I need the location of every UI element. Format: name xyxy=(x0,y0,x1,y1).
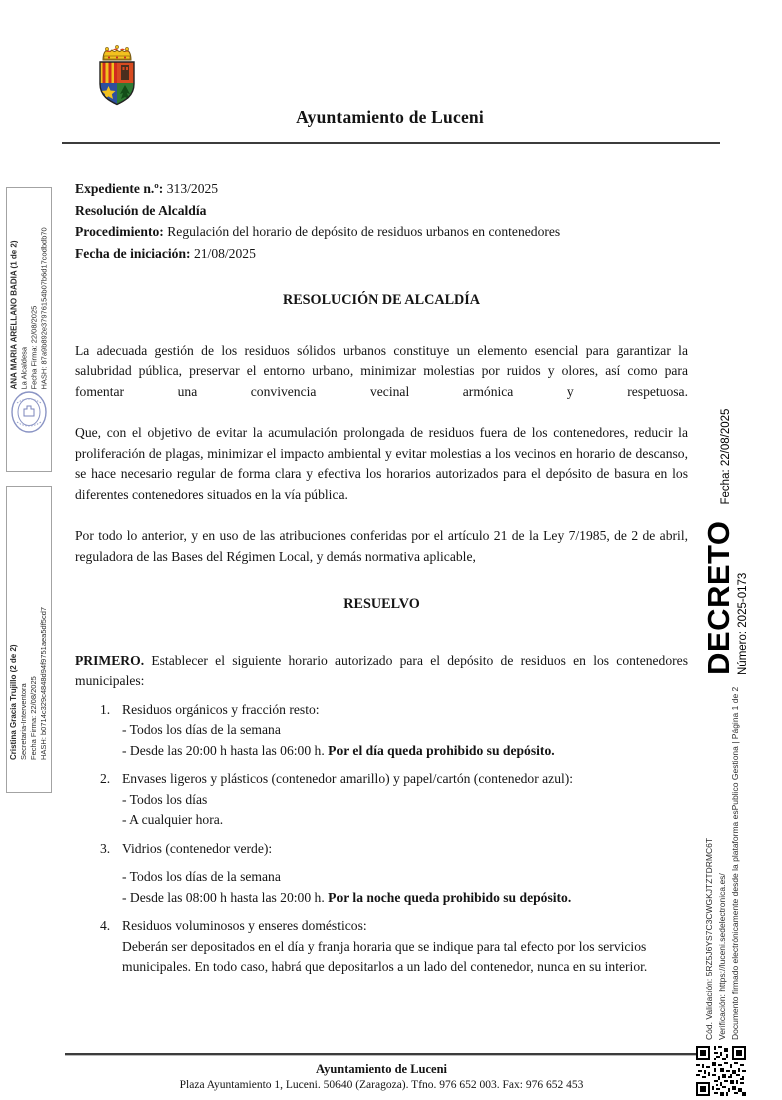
paragraph-3: Por todo lo anterior, y en uso de las atribuciones conferidas por el artículo 21 de la Ley 7/1985, de 2 de abril, reguladora de las Bases del Régimen Local, y demás normativa aplicable, xyxy=(75,528,688,564)
signature-date: Fecha Firma: 22/08/2025 xyxy=(29,305,39,390)
verification-url: Verificación: https://luceni.sedelectronica.es/ xyxy=(717,873,727,1040)
item-title: Residuos orgánicos y fracción resto: xyxy=(122,701,320,717)
procedimiento-line xyxy=(75,221,688,243)
list-item-3 xyxy=(75,839,688,909)
item-line: - Todos los días xyxy=(122,791,208,807)
signature-date: Fecha Firma: 22/08/2025 xyxy=(29,676,38,760)
signer-role: Secretaria-Interventora xyxy=(19,683,28,760)
document-body xyxy=(75,178,688,978)
signature-text-alcaldesa xyxy=(10,195,50,390)
procedimiento-label: Procedimiento: xyxy=(75,224,164,239)
item-number: 4. xyxy=(100,918,111,933)
item-line: - Desde las 20:00 h hasta las 06:00 h. Por el día queda prohibido su depósito. xyxy=(122,742,555,758)
paragraph-1: La adecuada gestión de los residuos sólidos urbanos constituye un elemento esencial para garantizar la salubridad pública, preservar el entorno urbano, minimizar molestias por ruidos y olores, así como para fomentar una convivencia vecinal armónica y respetuosa. xyxy=(75,342,688,399)
validation-code: Cód. Validación: 5RZ5J6YS7C3CWGKJTZTDRMC6T xyxy=(704,837,714,1040)
item-title: Residuos voluminosos y enseres domésticos: xyxy=(122,918,367,933)
round-stamp-icon xyxy=(9,389,49,435)
decreto-title: DECRETO xyxy=(701,520,736,675)
primero-text: Establecer el siguiente horario autorizado para el depósito de residuos en los contenedores municipales: xyxy=(75,652,688,688)
list-item-1 xyxy=(75,700,688,762)
procedimiento-value: Regulación del horario de depósito de residuos urbanos en contenedores xyxy=(163,224,561,239)
doc-type: Resolución de Alcaldía xyxy=(75,202,207,218)
page-title: Ayuntamiento de Luceni xyxy=(296,107,484,127)
item-line: - A cualquier hora. xyxy=(122,812,224,827)
list-item-2 xyxy=(75,769,688,831)
primero-label: PRIMERO. xyxy=(75,652,145,668)
paragraph-2: Que, con el objetivo de evitar la acumulación prolongada de residuos fuera de los contenedores, reducir la proliferación de plagas, minimizar el impacto ambiental y evitar molestias a los vecinos en horario de descanso, se hace necesario regular de forma clara y efectiva los horarios autorizados para el depósito de basura en los diferentes contenedores situados en la vía pública. xyxy=(75,425,688,502)
decreto-stamp xyxy=(703,405,767,675)
signer-name: ANA MARIA ARELLANO BADIA (1 de 2) xyxy=(9,240,19,390)
qr-code-icon xyxy=(696,1046,746,1096)
inicio-value: 21/08/2025 xyxy=(190,245,256,261)
footer-address: Plaza Ayuntamiento 1, Luceni. 50640 (Zaragoza). Tfno. 976 652 003. Fax: 976 652 453 xyxy=(179,1079,584,1091)
decreto-date: Fecha: 22/08/2025 xyxy=(720,408,732,505)
item-line: - Desde las 08:00 h hasta las 20:00 h. Por la noche queda prohibido su depósito. xyxy=(122,889,572,905)
item-line: - Todos los días de la semana xyxy=(122,722,281,737)
decreto-number: Número: 2025-0173 xyxy=(737,572,749,675)
footer xyxy=(75,1062,688,1091)
expediente-label: Expediente n.º: xyxy=(75,181,164,196)
case-metadata xyxy=(75,178,688,264)
header-rule xyxy=(62,142,720,144)
signer-role: La Alcaldesa xyxy=(19,346,29,390)
validation-sidebar xyxy=(703,680,745,1040)
primero-paragraph xyxy=(75,651,688,692)
item-line: - Todos los días de la semana xyxy=(122,869,281,884)
list-item-4 xyxy=(75,916,688,978)
expediente-line xyxy=(75,178,688,200)
item-number: 1. xyxy=(100,701,111,717)
signer-name: Cristina Gracia Trujillo (2 de 2) xyxy=(9,644,18,760)
inicio-line xyxy=(75,243,688,265)
signature-hash: HASH: 87a9b892e37976154b07b6d17codbdb70 xyxy=(39,227,49,390)
expediente-value: 313/2025 xyxy=(163,181,219,196)
inicio-label: Fecha de iniciación: xyxy=(75,245,191,261)
coat-of-arms-icon xyxy=(94,42,140,108)
signature-text-secretaria xyxy=(9,520,49,760)
footer-org-name: Ayuntamiento de Luceni xyxy=(315,1062,448,1076)
item-number: 2. xyxy=(100,771,111,786)
signature-hash: HASH: b0714c329c4848d94f9751aea5df5cd7 xyxy=(39,606,48,760)
resuelvo-heading: RESUELVO xyxy=(343,596,420,612)
resolution-heading: RESOLUCIÓN DE ALCALDÍA xyxy=(282,292,481,308)
footer-rule xyxy=(65,1053,720,1056)
item-title: Vidrios (contenedor verde): xyxy=(122,840,273,856)
item-title: Envases ligeros y plásticos (contenedor amarillo) y papel/cartón (contenedor azul): xyxy=(122,771,574,786)
esigned-note: Documento firmado electrónicamente desde la plataforma esPublico Gestiona | Página 1 de 2 xyxy=(730,686,740,1040)
item-number: 3. xyxy=(100,840,111,856)
item-body-text: Deberán ser depositados en el día y franja horaria que se indique para tal efecto por los servicios municipales. En todo caso, habrá que depositarlos a un lado del contenedor, nunca en su interior. xyxy=(122,938,648,974)
